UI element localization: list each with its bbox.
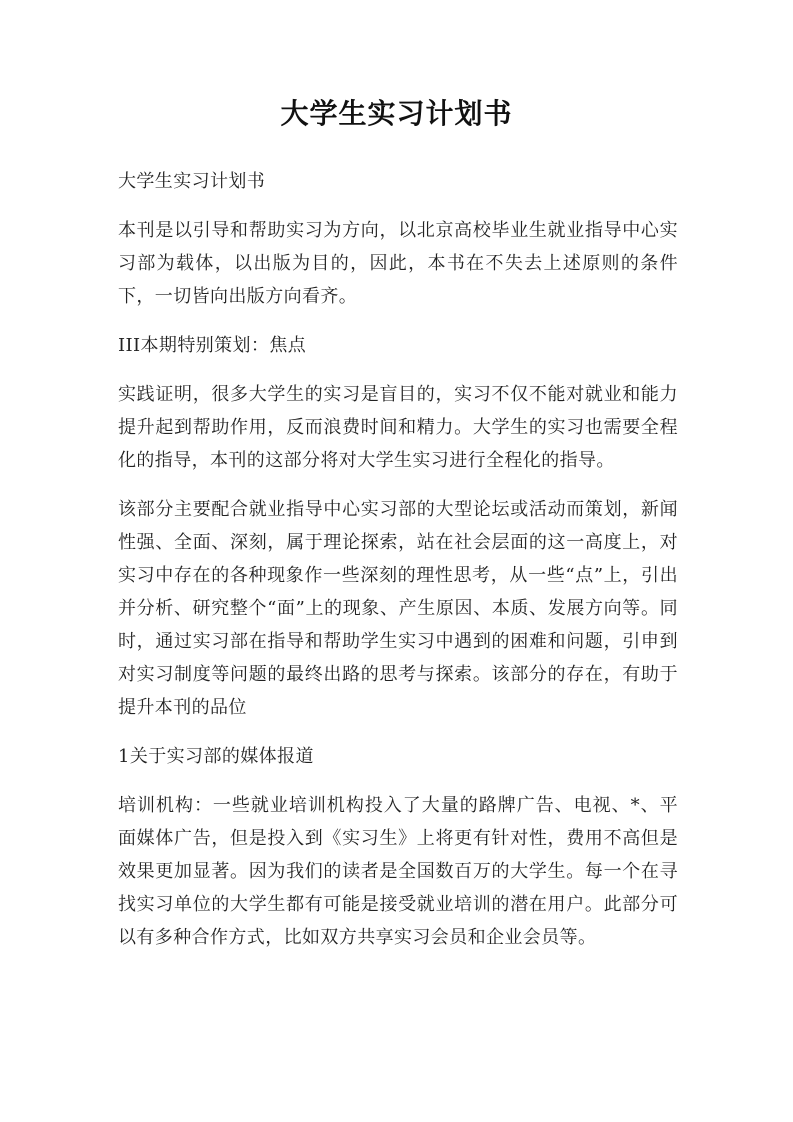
section-heading-focus: III本期特别策划：焦点 [118,335,307,356]
training-paragraph: 培训机构：一些就业培训机构投入了大量的路牌广告、电视、*、平面媒体广告，但是投入到《实习生》上将更有针对性，费用不高但是效果更加显著。因为我们的读者是全国数百万的大学生。每一个在寻找实习单位的大学生都有可能是接受就业培训的潜在用户。此部分可以有多种合作方式，比如双方共享实习会员和企业会员等。 [118,795,678,948]
subtitle-paragraph: 大学生实习计划书 [118,171,266,192]
section-description-paragraph: 该部分主要配合就业指导中心实习部的大型论坛或活动而策划，新闻性强、全面、深刻，属于理论探索，站在社会层面的这一高度上，对实习中存在的各种现象作一些深刻的理性思考，从一些“点”上，引出并分析、研究整个“面”上的现象、产生原因、本质、发展方向等。同时，通过实习部在指导和帮助学生实习中遇到的困难和问题，引申到对实习制度等问题的最终出路的思考与探索。该部分的存在，有助于提升本刊的品位 [118,499,678,718]
intro-paragraph: 本刊是以引导和帮助实习为方向，以北京高校毕业生就业指导中心实习部为载体，以出版为目的，因此，本书在不失去上述原则的条件下，一切皆向出版方向看齐。 [118,220,678,307]
document-title: 大学生实习计划书 [280,97,513,130]
practice-paragraph: 实践证明，很多大学生的实习是盲目的，实习不仅不能对就业和能力提升起到帮助作用，反而浪费时间和精力。大学生的实习也需要全程化的指导，本刊的这部分将对大学生实习进行全程化的指导。 [118,384,678,471]
document-body [118,165,678,970]
section-heading-media: 1关于实习部的媒体报道 [118,746,314,767]
